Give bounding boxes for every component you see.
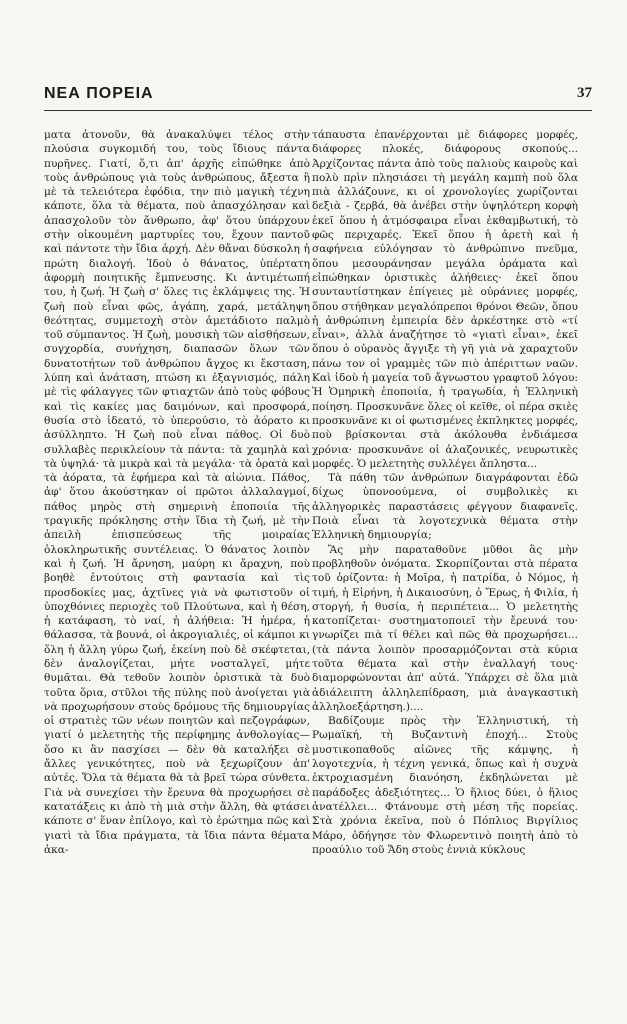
right-paragraph-2: Τὰ πάθη τῶν ἀνθρώπων διαγράφονται ἐδῶ δίχως ὑπονοούμενα, οἱ συμβολικὲς κι ἀλληγορικὲς παραστάσεις φέγγουν διαφανεῖς. Ποιὰ εἶναι τὰ λογοτεχνικὰ θέματα στὴν Ἑλληνικὴ δημιουργία; [312, 472, 578, 542]
running-header [44, 85, 592, 107]
right-column [312, 128, 578, 1008]
journal-title: ΝΕΑ ΠΟΡΕΙΑ [44, 85, 154, 102]
left-paragraph-1: ματα ἀτονοῦν, θὰ ἀνακαλύψει τέλος στὴν πλούσια συγκομιδή του, τοὺς ἴδιους πάντα πυρῆνες. Γιατί, ὅ,τι ἀπ' ἀρχῆς εἰπώθηκε ἀπὸ τοὺς ἀνθρώπους γιὰ τοὺς ἀνθρώπους, ἄξεστα ἢ μὲ τὰ τελειότερα ἐφόδια, την πιὸ μαγικὴ τέχνη κάποτε, ὅλα τὰ θέματα, ποὺ ἀπασχόλησαν καὶ ἀπασχολοῦν τὸν ἄνθρωπο, ἀφ' ὅτου ὑπάρχουν στὴν οἰκουμένη μαρτυρίες του, ἔχουν παντοῦ καὶ πάντοτε τὴν ἴδια ἀρχή. Δὲν θἄναι δύσκολη ἡ πρώτη διαλογή. Ἰδοὺ ὁ θάνατος, ὑπέρτατη ἀφορμὴ ποιητικῆς ἔμπνευσης. Κι ἀντιμέτωπή του, ἡ ζωή. Ἡ ζωὴ σ' ὅλες τις ἐκλάμψεις της. Ἡ ζωὴ ποὺ εἶναι φῶς, ἀγάπη, χαρά, μετάληψη θεότητας, συμμετοχὴ στὸν ἀμετάδιοτο παλμὸ τοῦ σύμπαντος. Ἡ ζωὴ, μουσικὴ τῶν αἰσθήσεων, συγχορδία, συνήχηση, διαπασῶν ὅλων τῶν δυνατοτήτων τοῦ ἀνθρώπου ἄγχος κι ἔκσταση, λύπη καὶ ἀνάταση, πτώση κι ἐξαγνισμός, πάλη μὲ τὶς φάλαγγες τῶν φτιαχτῶν ἀπὸ τοὺς φόβους καὶ τὶς κακίες μας δαιμόνων, καὶ προσφορά, θυσία στὸ ἰδεατό, τὸ ὑπερούσιο, τὸ ἀόρατο κι ἀσύλληπτο. Ἡ ζωὴ ποὺ εἶναι πάθος. Οἱ δυὸ συλλαβὲς περικλείουν τὰ πάντα: τὰ χαμηλὰ καὶ τὰ ὑψηλά· τὰ μικρὰ καὶ τὰ μεγάλα· τὰ ὁρατὰ καὶ τὰ ἀόρατα, τὰ ἐφήμερα καὶ τὰ αἰώνια. Πάθος, ἀφ' ὅτου ἀκούστηκαν οἱ πρῶτοι ἀλλαλαγμοί, πάθος μηρὸς στὴ σημερινὴ ἐποποιία τῆς τραγικῆς πρόκλησης στὴν ἴδια τὴ ζωή, μὲ τὴν ἀπειλὴ ἐπισπεύσεως τῆς μοιραίας ὁλοκληρωτικῆς συντέλειας. Ὁ θάνατος λοιπὸν καὶ ἡ ζωή. Ἡ ἄρνηση, μαύρη κι ἄραχνη, ποὺ βοηθὲ ἐντούτοις στὴ φαντασία καὶ τὶς προσδοκίες μας, ἀχτῖνες γιὰ νὰ φωτιστοῦν οἱ ὑποχθόνιες περιοχὲς τοῦ Πλούτωνα, καὶ ἡ θέση, ἡ κατάφαση, τὸ ναί, ἡ ἀλήθεια: Ἡ ἡμέρα, ἡ θάλασσα, τὰ βουνά, οἱ ἀκρογιαλιές, οἱ κάμποι κι ὅλη ἡ ἄλλη γύρω ζωή, ἐκείνη ποὺ δὲ σκέφτεται, δὲν ἀναλογίζεται, μήτε νοσταλγεῖ, μήτε θυμᾶται. Θὰ τεθοῦν λοιπὸν ὁριστικὰ τὰ δυὸ τοῦτα ὅρια, στῦλοι τῆς πύλης ποὺ ἀνοίγεται γιὰ νὰ προχωρήσουν στοὺς δρόμους τῆς δημιουργίας οἱ στρατιὲς τῶν νέων ποιητῶν καὶ πεζογράφων, γιατί ὁ μελετητὴς τῆς περίφημης ἀνθολογίας—ὅσο κι ἂν πασχίσει — δὲν θὰ καταλήξει σὲ ἄλλες γενικότητες, ποὺ νὰ ξεχωρίζουν ἀπ' αὐτές. Ὅλα τὰ θέματα θὰ τὰ βρεῖ τώρα σύνθετα. Γιὰ νὰ συνεχίσει τὴν ἔρευνα θὰ προχωρήσει σὲ κατατάξεις κι ἀπὸ τὴ μιὰ στὴν ἄλλη, θὰ φτάσει κάποτε σ' ἕναν ἐπίλογο, καὶ τὸ ἐρώτημα πῶς καὶ γιατὶ τὰ ἴδια πράγματα, τὰ ἴδια πάντα θέματα ἀκα- [44, 129, 310, 856]
right-paragraph-1: τάπαυστα ἐπανέρχονται μὲ διάφορες μορφές, διάφορες πλοκές, διάφορους σκοπούς... Ἀρχίζοντας πάντα ἀπὸ τοὺς παλιοὺς καιροὺς καὶ πολὺ πρὶν πλησιάσει τὴ μεγάλη καμπὴ ποὺ ὅλα πιὰ ἀλλάζουνε, κι οἱ χρονολογίες χωρίζονται δεξιὰ - ζερβά, θὰ ἀνέβει στὴν ὑψηλότερη κορφὴ ἐκεῖ ὅπου ἡ ἀτμόσφαιρα εἶναι ἐκθαμβωτική, τὸ φῶς περιχαρές. Ἐκεῖ ὅπου ἡ ἀρετὴ καὶ ἡ σαφήνεια εὐλόγησαν τὸ ἀνθρώπινο πνεῦμα, ὅπου μεσουράνησαν μεγάλα ὁράματα καὶ εἰπώθηκαν ὁριστικὲς ἀλήθειες· ἐκεῖ ὅπου συνταυτίστηκαν ἐπίγειες μὲ οὐράνιες μορφές, ὅπου στήθηκαν μεγαλόπρεποι θρόνοι Θεῶν, ὅπου ἡ ἀνθρώπινη ἐμπειρία δὲν ἀρκέστηκε στὸ «τί εἶναι», ἀλλὰ ἀναζήτησε τὸ «γιατὶ εἶναι», ἐκεῖ ὅπου ὁ οὐρανὸς ἄγγιξε τὴ γῆ γιὰ νὰ χαραχτοῦν πάνω τον οἱ γραμμὲς τῶν πιὸ ἀπέριττων ναῶν. Καὶ ἰδοὺ ἡ μαγεία τοῦ ἄγνωστου γραφτοῦ λόγου: Ἡ Ὁμηρικὴ ἐποποιία, ἡ τραγωδία, ἡ Ἑλληνικὴ ποίηση. Προσκυνᾶνε ὅλες οἱ κεῖθε, οἱ πέρα σκιὲς προσκυνᾶνε κι οἱ φωτισμένες ἐκπληκτες μορφές, ποὺ βρίσκονται στὰ ἀκόλουθα ἐνδιάμεσα χρόνια· προσκυνᾶνε οἱ ἀλαζονικές, νευρωτικὲς μορφές. Ὁ μελετητὴς συλλέγει ἄπληστα... [312, 129, 578, 470]
header-rule [44, 110, 592, 111]
left-column [44, 128, 310, 1008]
right-paragraph-3: Ἂς μὴν παραταθοῦνε μῦθοι ἃς μὴν προβληθοῦν ὀνόματα. Σκορπίζονται στὰ πέρατα τοῦ ὁρίζοντα: ἡ Μοῖρα, ἡ πατρίδα, ὁ Νόμος, ἡ τιμή, ἡ Εἰρήνη, ἡ Δικαιοσύνη, ὁ Ἔρως, ἡ Φιλία, ἡ στοργή, ἡ θυσία, ἡ περιπέτεια... Ὁ μελετητὴς κατοπίζεται· συστηματοποιεῖ τὴν ἔρευνά του· γνωρίζει πιὰ τί θέλει καὶ πῶς θὰ προχωρήσει... (τὰ πάντα λοιπὸν προσαρμόζονται στὰ κύρια τοῦτα θέματα καὶ στὴν ἐναλλαγή τους· διαμορφώνονται ἀπ' αὐτά. Ὑπάρχει σὲ ὅλα μιὰ ἀδιάλειπτη ἀλληλεπίδραση, μιὰ ἀναγκαστικὴ ἀλληλοεξάρτηση.).... [312, 543, 578, 713]
right-paragraph-4: Βαδίζουμε πρὸς τὴν Ἑλληνιστική, τὴ Ρωμαϊκή, τὴ Βυζαντινὴ ἐποχή... Στοὺς μυστικοπαθοῦς αἰῶνες τῆς κάμψης, ἡ λογοτεχνία, ἡ τέχνη γενικά, ὅπως καὶ ἡ συχνὰ ἐκτροχιασμένη διανόηση, ἐκδηλώνεται μὲ παράδοξες ἀδεξιότητες... Ὁ ἥλιος δύει, ὁ ἥλιος ἀνατέλλει... Φτάνουμε στὴ μέση τῆς πορείας. Στὰ χρόνια ἐκεῖνα, ποὺ ὁ Πόπλιος Βιργίλιος Μάρο, ὁδήγησε τὸν Φλωρεντινὸ ποιητὴ ἀπὸ τὸ προαύλιο τοῦ Ἄδη στοὺς ἐννιὰ κύκλους [312, 715, 578, 856]
page-number: 37 [577, 85, 592, 101]
